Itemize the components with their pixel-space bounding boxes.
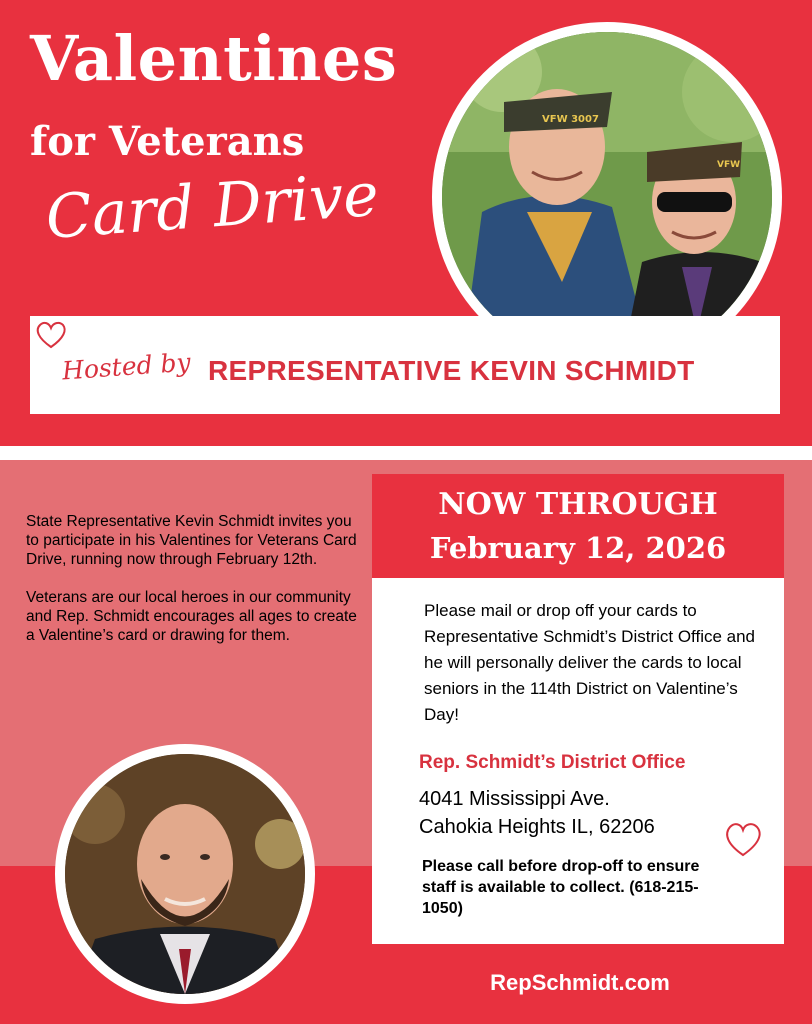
representative-photo <box>55 744 315 1004</box>
address-line-1: 4041 Mississippi Ave. <box>419 788 610 810</box>
end-date: February 12, 2026 <box>429 531 727 565</box>
hosted-by-label: Hosted by <box>61 347 192 386</box>
title-for-veterans: for Veterans <box>30 118 305 165</box>
heart-outline-icon <box>34 320 68 355</box>
title-card-drive: Card Drive <box>43 159 381 253</box>
section-divider <box>0 446 812 460</box>
intro-paragraph-1: State Representative Kevin Schmidt invites you to participate in his Valentines for Veterans Card Drive, running now through February 12th. <box>26 513 357 568</box>
address-line-2: Cahokia Heights IL, 62206 <box>419 816 655 838</box>
representative-illustration <box>65 754 305 994</box>
district-office-title: Rep. Schmidt’s District Office <box>419 752 686 773</box>
drop-off-instructions: Please mail or drop off your cards to Representative Schmidt’s District Office and he will personally deliver the cards to local seniors in the 114th District on Valentine’s Day! <box>424 601 756 724</box>
website-link[interactable]: RepSchmidt.com <box>490 970 670 995</box>
heart-outline-icon <box>722 820 764 863</box>
call-before-drop-off-note: Please call before drop-off to ensure staff is available to collect. (618-215-1050) <box>422 858 700 917</box>
host-name: REPRESENTATIVE KEVIN SCHMIDT <box>208 355 695 386</box>
vet1-cap-text: VFW 3007 <box>542 114 599 125</box>
intro-paragraph-2: Veterans are our local heroes in our community and Rep. Schmidt encourages all ages to create a Valentine’s card or drawing for them. <box>26 589 357 644</box>
vet2-cap-text: VFW <box>717 160 741 170</box>
title-valentines: Valentines <box>30 22 398 95</box>
intro-text <box>26 512 366 664</box>
now-through-heading: NOW THROUGH <box>438 487 718 522</box>
veterans-illustration <box>442 32 772 362</box>
